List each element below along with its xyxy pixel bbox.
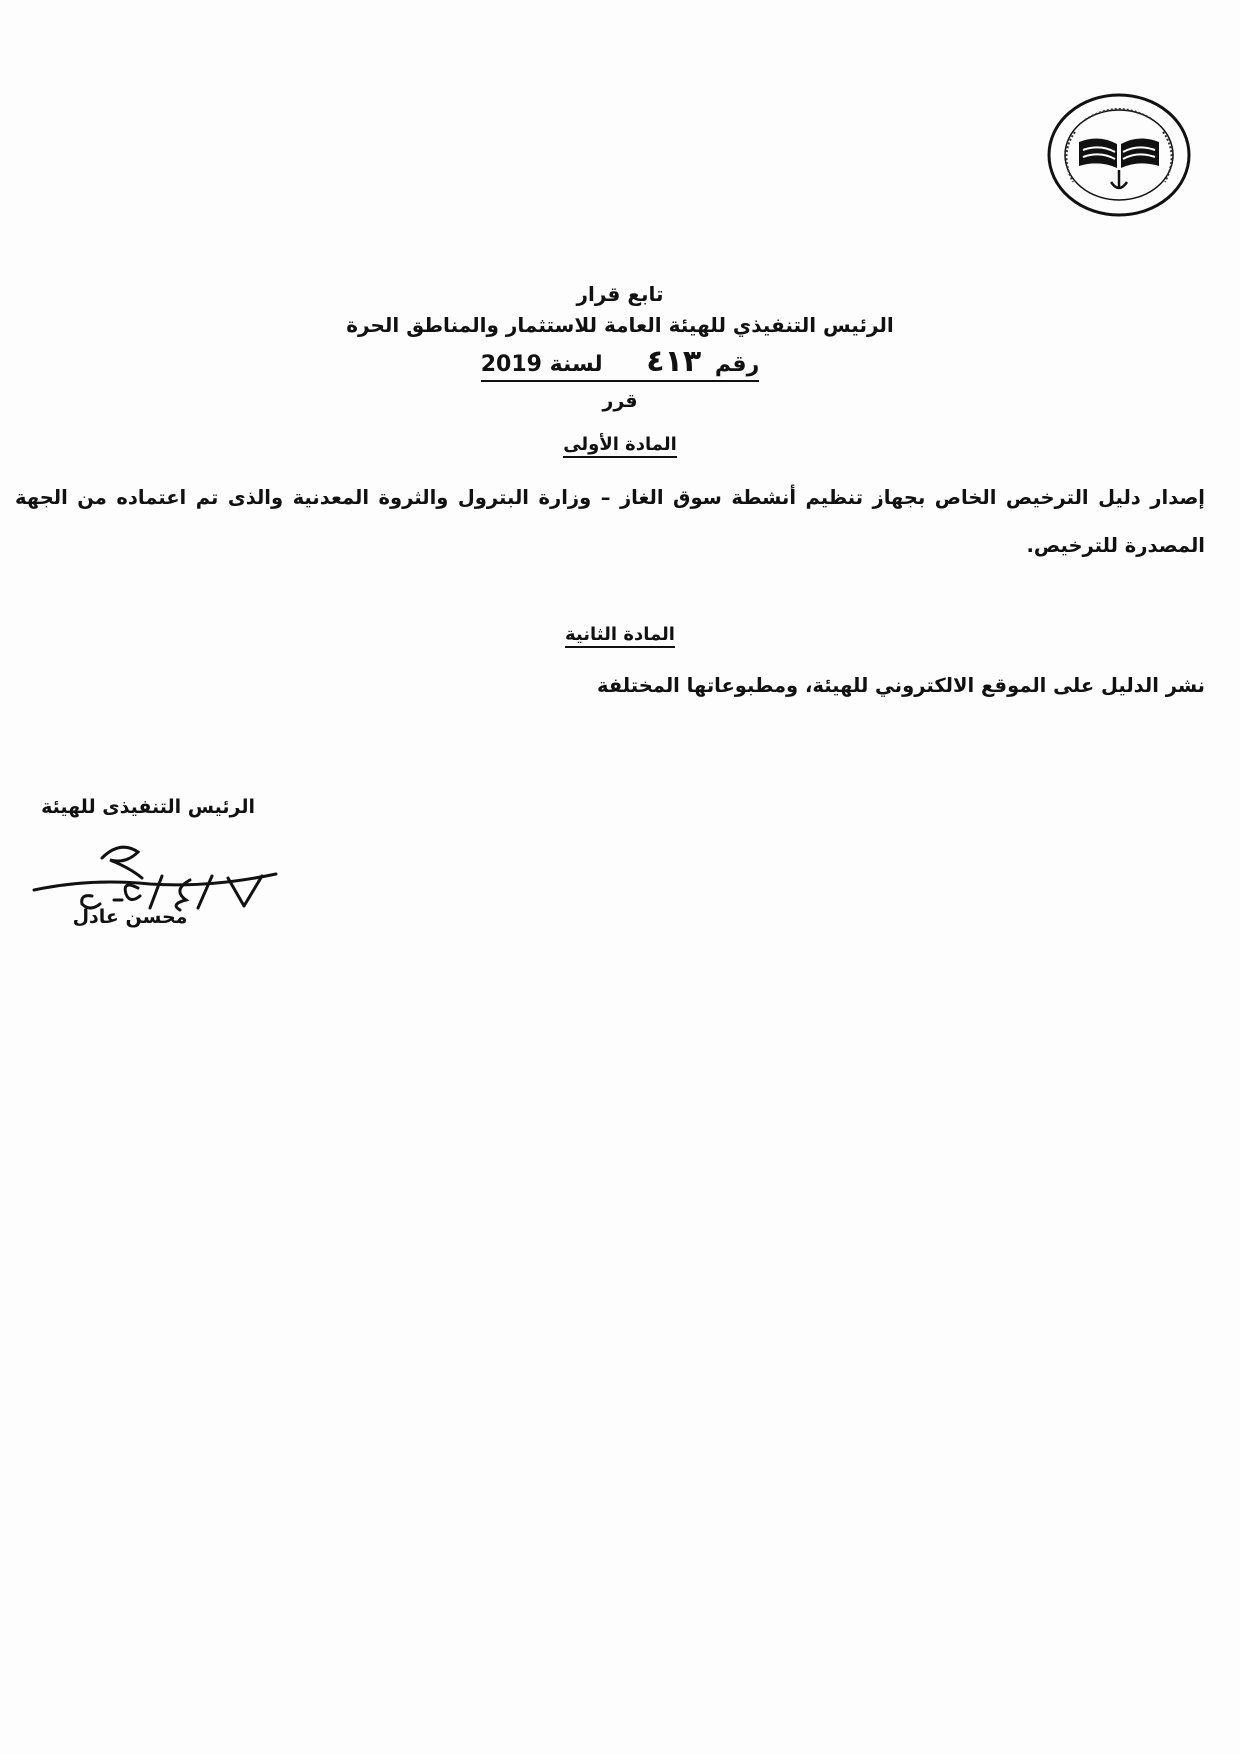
signer-title: الرئيس التنفيذى للهيئة	[41, 796, 255, 818]
article-2-title: المادة الثانية	[300, 624, 940, 645]
decree-number-line	[300, 344, 940, 382]
article-1-title: المادة الأولى	[300, 434, 940, 455]
decree-number: ٤١٣	[646, 344, 702, 379]
decree-year: لسنة 2019	[480, 352, 603, 377]
issuer-heading: الرئيس التنفيذي للهيئة العامة للاستثمار والمناطق الحرة	[346, 313, 894, 337]
decree-number-underlined	[481, 344, 759, 382]
article-1-text: إصدار دليل الترخيص الخاص بجهاز تنظيم أنشطة سوق الغاز – وزارة البترول والثروة المعدنية والذى تم اعتماده من الجهة المصدرة للترخيص.	[15, 486, 1205, 557]
decided-label: قرر	[602, 390, 638, 412]
authority-seal-icon	[1045, 90, 1193, 220]
signer-name: محسن عادل	[72, 906, 188, 928]
decree-continuation-heading: تابع قرار	[576, 282, 664, 306]
handwritten-signature	[30, 838, 280, 916]
article-2-text: نشر الدليل على الموقع الالكتروني للهيئة، ومطبوعاتها المختلفة	[596, 674, 1205, 697]
decree-number-prefix: رقم	[714, 352, 760, 377]
